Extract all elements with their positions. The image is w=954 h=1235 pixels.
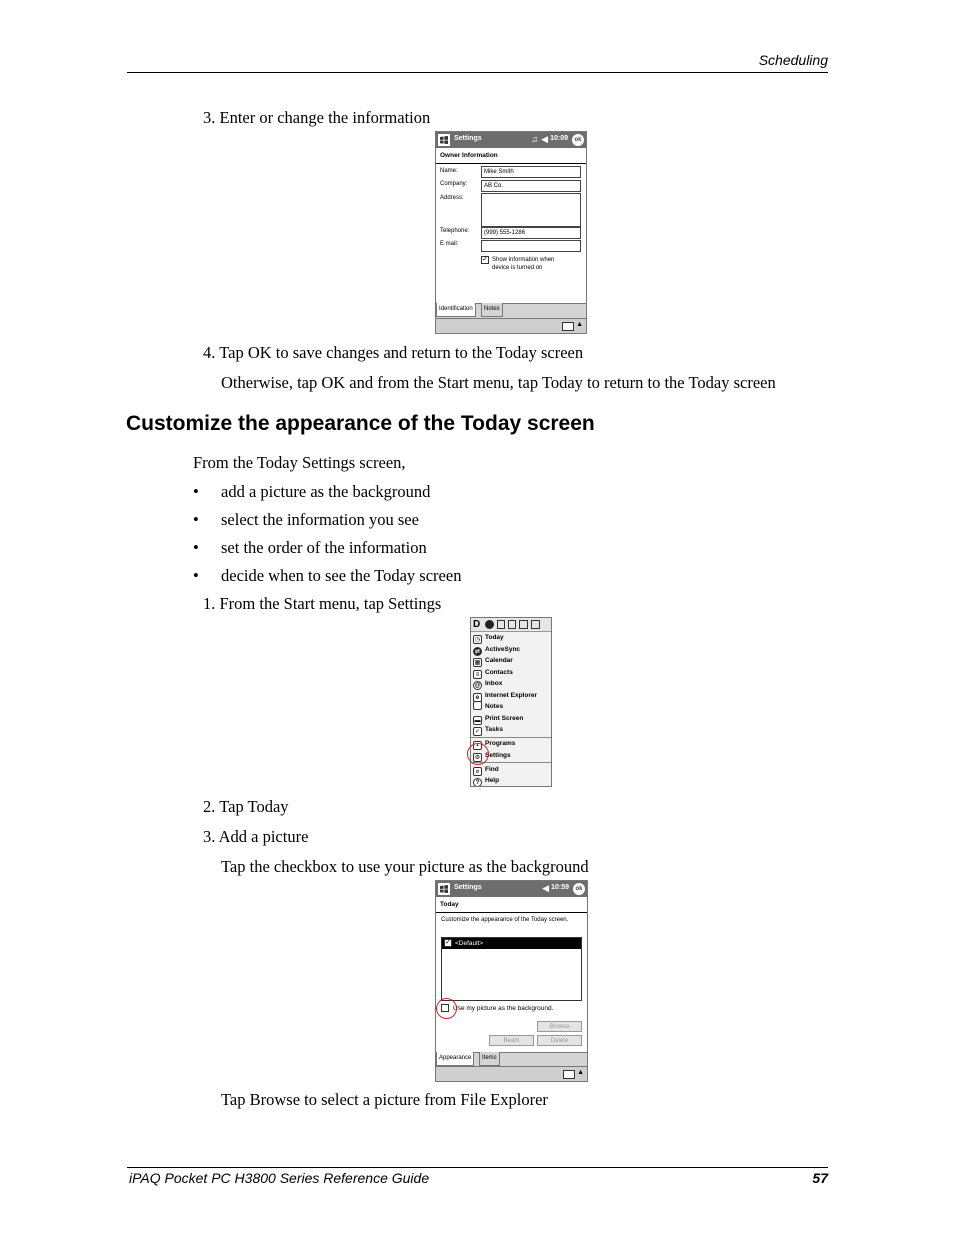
internet-explorer-icon: e [473,693,482,702]
keyboard-icon[interactable] [562,322,574,331]
use-picture-label: Use my picture as the background. [453,1005,554,1012]
menu-item-calendar[interactable] [473,655,513,666]
theme-list[interactable] [441,937,582,1001]
menu-item-tasks[interactable] [473,724,503,735]
bullet-item: select the information you see [221,510,419,529]
menu-item-contacts[interactable] [473,667,513,678]
menu-item-today[interactable] [473,632,504,643]
show-info-checkbox[interactable]: ✓ [482,256,488,263]
menu-item-label: Print Screen [485,714,524,722]
title-bar [436,881,587,897]
step-3-add-picture: 3. Add a picture [203,827,309,846]
today-description: Customize the appearance of the Today screen. [441,917,569,923]
telephone-field[interactable]: (999) 555-1286 [481,227,581,239]
page-number: 57 [812,1170,828,1186]
menu-item-label: Settings [485,751,511,759]
keyboard-icon[interactable] [563,1070,575,1079]
section-heading: Customize the appearance of the Today screen [126,412,595,435]
menu-item-label: Calendar [485,657,513,664]
name-field[interactable]: Mike Smith [481,166,581,178]
menu-item-help[interactable] [473,775,499,786]
bullet-marker: • [193,566,199,585]
programs-icon: ▪ [473,741,482,750]
tab-appearance[interactable]: Appearance [436,1052,474,1066]
windows-flag-icon [438,883,450,895]
step-1-start-menu: 1. From the Start menu, tap Settings [203,594,442,613]
window-title: Settings [454,135,482,142]
menu-item-label: Today [485,634,504,641]
music-note-icon: ♫ [531,134,538,144]
show-info-line-1: Show information when [492,257,555,263]
activesync-icon[interactable] [485,620,494,629]
company-label: Company: [440,181,468,187]
footer-title: iPAQ Pocket PC H3800 Series Reference Guide [129,1170,430,1186]
windows-flag-icon [438,134,450,146]
menu-item-internet-explorer[interactable] [473,690,537,701]
company-field[interactable]: AB Co. [481,180,581,192]
ok-button[interactable]: ok [573,883,585,895]
step-3-enter-info: 3. Enter or change the information [203,108,431,127]
header-rule [127,72,828,73]
tab-identification[interactable]: Identification [436,303,476,317]
show-info-line-2: device is turned on [492,265,543,271]
up-arrow-icon[interactable]: ▲ [577,1069,584,1076]
step-4-tap-ok: 4. Tap OK to save changes and return to the Today screen [203,343,584,362]
theme-checkbox[interactable]: ✓ [445,939,451,946]
theme-default-label: <Default> [455,940,484,947]
running-header: Scheduling [758,52,828,68]
step-3-note: Tap the checkbox to use your picture as the background [221,857,589,876]
step-4-note: Otherwise, tap OK and from the Start menu, tap Today to return to the Today screen [221,373,776,392]
closing-text: Tap Browse to select a picture from File Explorer [221,1090,548,1109]
recent-programs-bar [471,618,551,632]
recent-app-icon[interactable] [531,620,540,629]
bullet-marker: • [193,510,199,529]
name-label: Name: [440,168,458,174]
menu-item-inbox[interactable] [473,678,502,689]
calendar-icon: ▦ [474,660,481,666]
owner-info-screenshot [435,131,587,334]
help-icon: ? [473,778,482,787]
address-label: Address: [440,195,464,201]
section-owner-information: Owner Information [440,152,498,159]
beam-button[interactable]: Beam [489,1035,534,1046]
step-2-tap-today: 2. Tap Today [203,797,289,816]
today-settings-screenshot [435,880,588,1082]
menu-item-label: Inbox [485,680,503,687]
speaker-icon: ◀ [541,134,548,144]
command-bar [436,1066,587,1081]
today-icon: ◷ [474,637,481,643]
section-today: Today [440,901,459,908]
footer-rule [127,1167,828,1168]
menu-item-label: Internet Explorer [485,691,538,699]
command-bar [436,318,586,333]
menu-item-label: Programs [485,740,516,747]
start-d-icon[interactable]: D [473,619,481,630]
ok-button[interactable]: ok [572,134,584,146]
notes-icon [473,701,482,710]
menu-item-find[interactable] [473,764,499,775]
tab-notes[interactable]: Notes [481,303,503,317]
section-divider [436,912,587,913]
print-screen-icon: ▬ [474,717,481,724]
tab-bar [436,1052,587,1067]
tab-bar [436,303,586,318]
address-field[interactable] [481,193,581,227]
menu-item-notes[interactable] [473,701,503,712]
clock: 10:09 [550,135,568,142]
recent-app-icon[interactable] [508,620,516,629]
recent-app-icon[interactable] [497,620,505,629]
bullet-marker: • [193,538,199,557]
menu-item-print-screen[interactable] [473,713,523,724]
bullet-marker: • [193,482,199,501]
settings-icon: ⚙ [474,754,481,761]
menu-item-activesync[interactable] [473,644,520,655]
inbox-icon: @ [474,683,481,689]
menu-item-label: Contacts [485,668,513,676]
settings-highlight-circle [467,743,489,765]
clock: 10:59 [551,884,569,891]
menu-item-label: ActiveSync [485,645,521,653]
bullet-item: add a picture as the background [221,482,431,501]
activesync-icon: ⇄ [474,648,481,655]
up-arrow-icon[interactable]: ▲ [576,321,583,328]
telephone-label: Telephone: [440,228,470,234]
checkbox-highlight-circle [436,998,457,1019]
browse-button[interactable]: Browse [537,1021,582,1032]
menu-item-label: Help [485,777,500,784]
show-info-label [492,256,554,272]
theme-list-selected-row[interactable] [442,938,581,949]
recent-app-icon[interactable] [519,620,528,629]
bullet-item: decide when to see the Today screen [221,566,462,585]
section-divider [436,163,586,164]
window-title: Settings [454,884,482,891]
title-bar [436,132,586,148]
menu-item-label: Notes [485,703,504,710]
bullet-item: set the order of the information [221,538,427,557]
delete-button[interactable]: Delete [537,1035,582,1046]
find-icon: ⌕ [473,767,482,776]
email-field[interactable] [481,240,581,252]
email-label: E mail: [440,241,459,247]
speaker-icon: ◀ [542,883,549,893]
menu-item-label: Find [485,766,499,773]
menu-item-label: Tasks [485,726,503,733]
intro-text: From the Today Settings screen, [193,453,406,472]
contacts-icon: ≡ [473,670,482,679]
tab-items[interactable]: Items [479,1052,500,1066]
tasks-icon: ✓ [474,729,481,735]
